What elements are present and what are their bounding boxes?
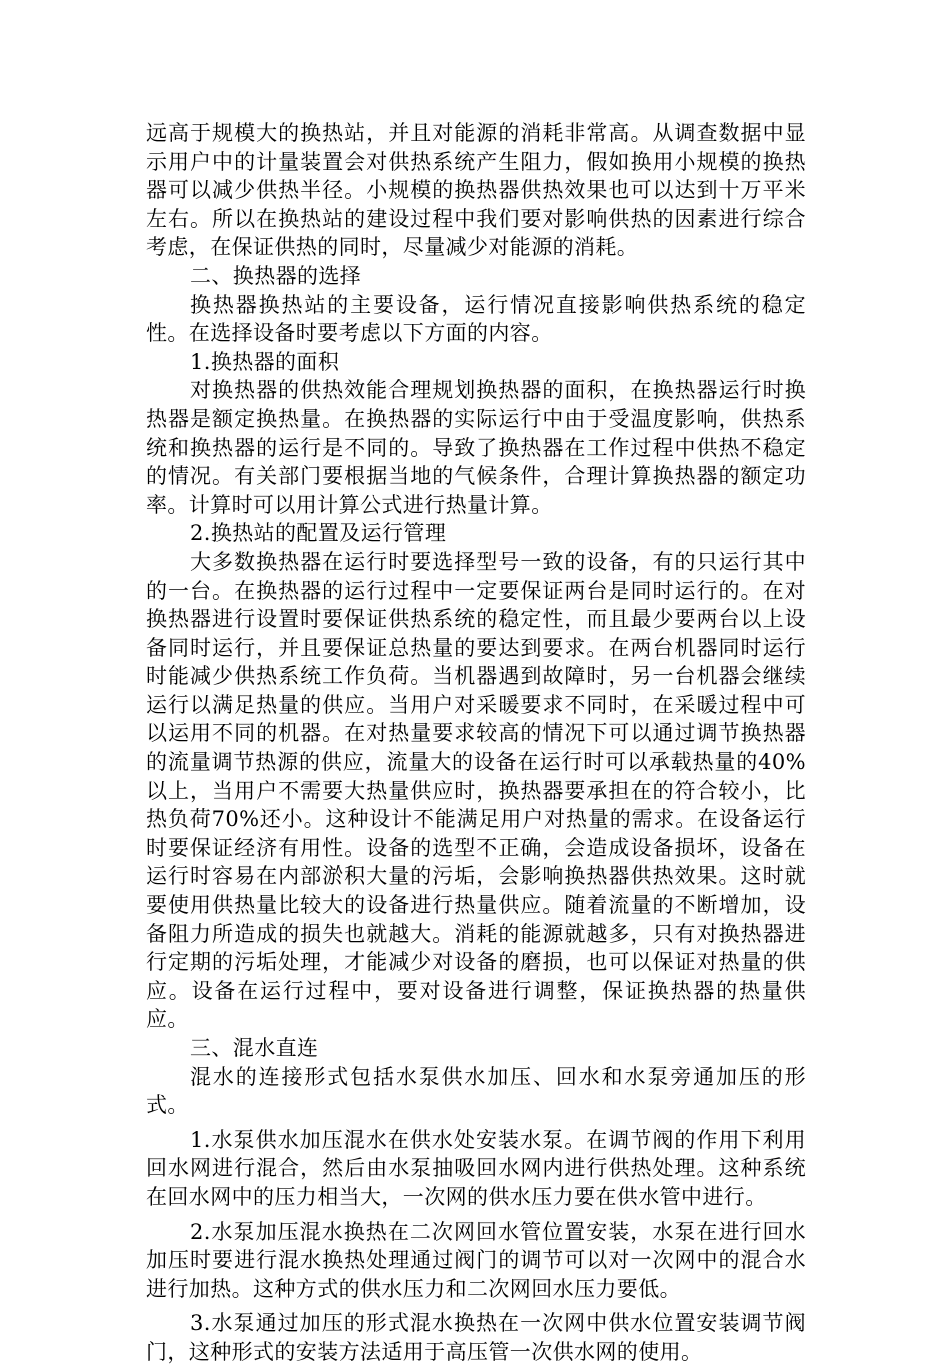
paragraph-station-configuration: 大多数换热器在运行时要选择型号一致的设备，有的只运行其中的一台。在换热器的运行过程中一定要保证两台是同时运行的。在对换热器进行设置时要保证供热系统的稳定性，而且最少要两台以上设备同时运行，并且要保证总热量的要达到要求。在两台机器同时运行时能减少供热系统工作负荷。当机器遇到故障时，另一台机器会继续运行以满足热量的供应。当用户对采暖要求不同时，在采暖过程中可以运用不同的机器。在对热量要求较高的情况下可以通过调节换热器的流量调节热源的供应，流量大的设备在运行时可以承载热量的40%以上，当用户不需要大热量供应时，换热器要承担在的符合较小，比热负荷70%还小。这种设计不能满足用户对热量的需求。在设备运行时要保证经济有用性。设备的选型不正确，会造成设备损坏，设备在运行时容易在内部淤积大量的污垢，会影响换热器供热效果。这时就要使用供热量比较大的设备进行热量供应。随着流量的不断增加，设备阻力所造成的损失也就越大。消耗的能源就越多，只有对换热器进行定期的污垢处理，才能减少对设备的磨损，也可以保证对热量的供应。设备在运行过程中，要对设备进行调整，保证换热器的热量供应。 [146,549,806,1032]
paragraph-continuation: 远高于规模大的换热站，并且对能源的消耗非常高。从调查数据中显示用户中的计量装置会对供热系统产生阻力，假如换用小规模的换热器可以减少供热半径。小规模的换热器供热效果也可以达到十万平米左右。所以在换热站的建设过程中我们要对影响供热的因素进行综合考虑，在保证供热的同时，尽量减少对能源的消耗。 [146,121,806,260]
section-heading-mixed-water-direct: 三、混水直连 [190,1036,319,1060]
subheading-station-configuration: 2.换热站的配置及运行管理 [190,521,447,546]
subheading-exchanger-area: 1.换热器的面积 [190,349,340,374]
paragraph-pump-supply-pressurization: 1.水泵供水加压混水在供水处安装水泵。在调节阀的作用下利用回水网进行混合，然后由水泵抽吸回水网内进行供热处理。这种系统在回水网中的压力相当大，一次网的供水压力要在供水管中进行。 [146,1127,806,1209]
paragraph-pump-pressurized-mixing: 2.水泵加压混水换热在二次网回水管位置安装，水泵在进行回水加压时要进行混水换热处理通过阀门的调节可以对一次网中的混合水进行加热。这种方式的供水压力和二次网回水压力要低。 [146,1219,806,1301]
paragraph-selection-intro: 换热器换热站的主要设备，运行情况直接影响供热系统的稳定性。在选择设备时要考虑以下方面的内容。 [146,292,806,346]
section-heading-heat-exchanger-selection: 二、换热器的选择 [190,263,362,288]
paragraph-exchanger-area: 对换热器的供热效能合理规划换热器的面积，在换热器运行时换热器是额定换热量。在换热器的实际运行中由于受温度影响，供热系统和换热器的运行是不同的。导致了换热器在工作过程中供热不稳定的情况。有关部门要根据当地的气候条件，合理计算换热器的额定功率。计算时可以用计算公式进行热量计算。 [146,378,806,517]
document-body [146,119,806,1367]
paragraph-pump-bypass-mixing: 3.水泵通过加压的形式混水换热在一次网中供水位置安装调节阀门，这种形式的安装方法适用于高压管一次供水网的使用。 [146,1311,806,1364]
paragraph-mixed-water-intro: 混水的连接形式包括水泵供水加压、回水和水泵旁通加压的形式。 [146,1064,806,1118]
